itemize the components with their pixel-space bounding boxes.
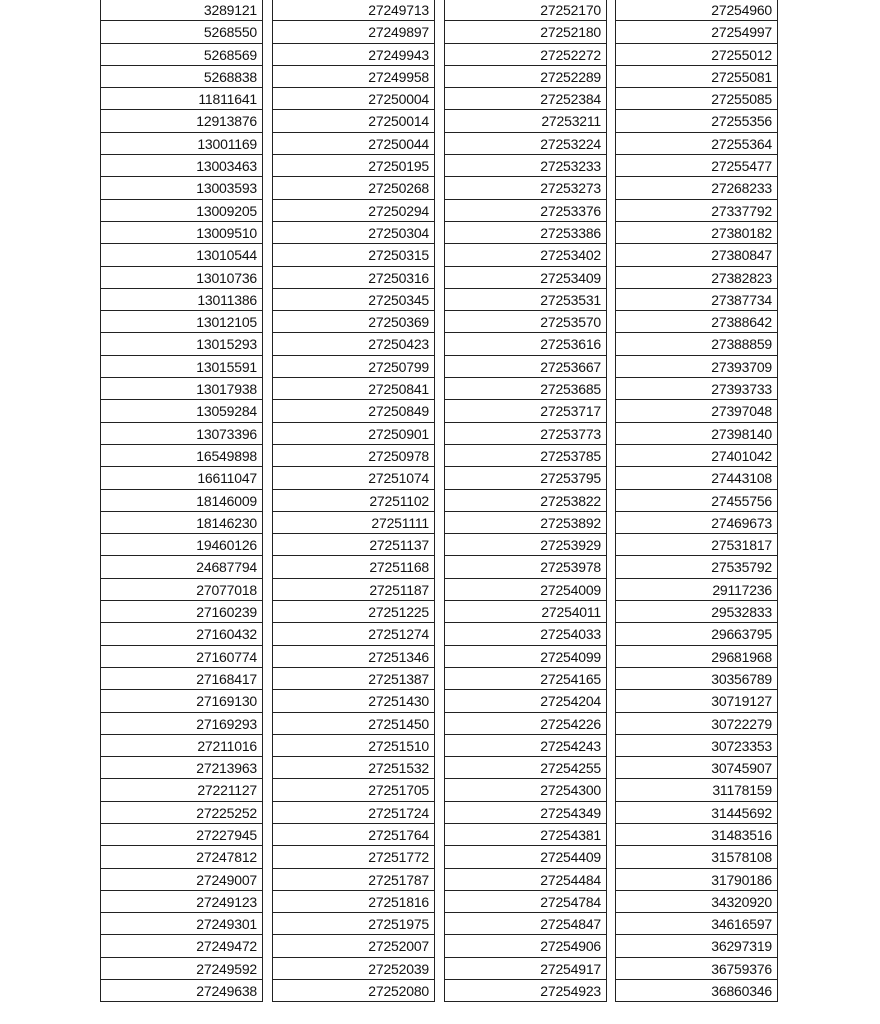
table-cell: 27253717 bbox=[444, 400, 607, 422]
table-cell: 27253273 bbox=[444, 177, 607, 199]
table-cell: 13073396 bbox=[100, 423, 263, 445]
table-cell: 13059284 bbox=[100, 400, 263, 422]
table-cell: 27253978 bbox=[444, 556, 607, 578]
table-cell: 27169130 bbox=[100, 690, 263, 712]
table-cell: 27253224 bbox=[444, 133, 607, 155]
table-cell: 13009205 bbox=[100, 200, 263, 222]
table-cell: 27213963 bbox=[100, 757, 263, 779]
table-cell: 27255477 bbox=[615, 155, 778, 177]
table-cell: 27250004 bbox=[272, 88, 435, 110]
table-cell: 27253773 bbox=[444, 423, 607, 445]
table-cell: 27251772 bbox=[272, 846, 435, 868]
table-cell: 27252180 bbox=[444, 21, 607, 43]
table-cell: 27253795 bbox=[444, 467, 607, 489]
table-cell: 27531817 bbox=[615, 534, 778, 556]
table-cell: 31445692 bbox=[615, 802, 778, 824]
table-cell: 27168417 bbox=[100, 668, 263, 690]
table-cell: 27253785 bbox=[444, 445, 607, 467]
table-cell: 27380182 bbox=[615, 222, 778, 244]
table-cell: 27253531 bbox=[444, 289, 607, 311]
table-cell: 27382823 bbox=[615, 267, 778, 289]
table-cell: 27268233 bbox=[615, 177, 778, 199]
table-cell: 27249958 bbox=[272, 66, 435, 88]
table-cell: 27251346 bbox=[272, 646, 435, 668]
table-cell: 27251816 bbox=[272, 891, 435, 913]
table-cell: 27252007 bbox=[272, 935, 435, 957]
table-cell: 27469673 bbox=[615, 512, 778, 534]
table-cell: 13012105 bbox=[100, 311, 263, 333]
table-cell: 27255364 bbox=[615, 133, 778, 155]
table-cell: 27253409 bbox=[444, 267, 607, 289]
table-cell: 27211016 bbox=[100, 735, 263, 757]
table-cell: 27250841 bbox=[272, 378, 435, 400]
table-cell: 18146230 bbox=[100, 512, 263, 534]
table-cell: 27250345 bbox=[272, 289, 435, 311]
table-cell: 13015293 bbox=[100, 333, 263, 355]
table-cell: 27252080 bbox=[272, 980, 435, 1002]
table-cell: 27249897 bbox=[272, 21, 435, 43]
table-cell: 30723353 bbox=[615, 735, 778, 757]
table-cell: 27077018 bbox=[100, 579, 263, 601]
table-cell: 36297319 bbox=[615, 935, 778, 957]
table-cell: 27249713 bbox=[272, 0, 435, 21]
table-cell: 27250304 bbox=[272, 222, 435, 244]
table-cell: 27253570 bbox=[444, 311, 607, 333]
table-cell: 13009510 bbox=[100, 222, 263, 244]
table-cell: 13010544 bbox=[100, 244, 263, 266]
table-cell: 13003593 bbox=[100, 177, 263, 199]
table-cell: 27380847 bbox=[615, 244, 778, 266]
table-cell: 27250315 bbox=[272, 244, 435, 266]
table-cell: 27249943 bbox=[272, 44, 435, 66]
table-cell: 27251168 bbox=[272, 556, 435, 578]
table-cell: 27254243 bbox=[444, 735, 607, 757]
table-cell: 27253211 bbox=[444, 110, 607, 132]
table-cell: 27251532 bbox=[272, 757, 435, 779]
table-cell: 27254784 bbox=[444, 891, 607, 913]
table-cell: 27254011 bbox=[444, 601, 607, 623]
table-cell: 36860346 bbox=[615, 980, 778, 1002]
table-cell: 27250423 bbox=[272, 333, 435, 355]
table-cell: 27249638 bbox=[100, 980, 263, 1002]
table-cell: 29663795 bbox=[615, 623, 778, 645]
table-cell: 27254300 bbox=[444, 779, 607, 801]
table-cell: 27253667 bbox=[444, 356, 607, 378]
table-cell: 27251450 bbox=[272, 713, 435, 735]
table-cell: 27250369 bbox=[272, 311, 435, 333]
table-cell: 27255356 bbox=[615, 110, 778, 132]
table-cell: 27249007 bbox=[100, 869, 263, 891]
table-cell: 27254484 bbox=[444, 869, 607, 891]
table-cell: 5268569 bbox=[100, 44, 263, 66]
table-cell: 27337792 bbox=[615, 200, 778, 222]
table-cell: 30722279 bbox=[615, 713, 778, 735]
table-cell: 27251102 bbox=[272, 490, 435, 512]
table-cell: 5268838 bbox=[100, 66, 263, 88]
table-cell: 31578108 bbox=[615, 846, 778, 868]
table-cell: 27254381 bbox=[444, 824, 607, 846]
table-cell: 27253616 bbox=[444, 333, 607, 355]
table-cell: 5268550 bbox=[100, 21, 263, 43]
table-cell: 27253233 bbox=[444, 155, 607, 177]
table-cell: 27169293 bbox=[100, 713, 263, 735]
table-cell: 29681968 bbox=[615, 646, 778, 668]
table-cell: 27254349 bbox=[444, 802, 607, 824]
table-cell: 27251225 bbox=[272, 601, 435, 623]
table-cell: 27253892 bbox=[444, 512, 607, 534]
table-cell: 27250268 bbox=[272, 177, 435, 199]
table-cell: 27251510 bbox=[272, 735, 435, 757]
table-cell: 27251274 bbox=[272, 623, 435, 645]
table-cell: 27227945 bbox=[100, 824, 263, 846]
table-cell: 27254997 bbox=[615, 21, 778, 43]
table-cell: 27388859 bbox=[615, 333, 778, 355]
table-cell: 27253929 bbox=[444, 534, 607, 556]
table-cell: 31790186 bbox=[615, 869, 778, 891]
table-column-2 bbox=[272, 0, 435, 1002]
table-cell: 27254204 bbox=[444, 690, 607, 712]
table-cell: 13003463 bbox=[100, 155, 263, 177]
table-cell: 30356789 bbox=[615, 668, 778, 690]
table-cell: 27253402 bbox=[444, 244, 607, 266]
table-cell: 27251137 bbox=[272, 534, 435, 556]
table-cell: 27252170 bbox=[444, 0, 607, 21]
table-cell: 27398140 bbox=[615, 423, 778, 445]
table-cell: 27255012 bbox=[615, 44, 778, 66]
table-cell: 27249592 bbox=[100, 958, 263, 980]
table-cell: 27253685 bbox=[444, 378, 607, 400]
table-cell: 27254009 bbox=[444, 579, 607, 601]
table-cell: 18146009 bbox=[100, 490, 263, 512]
table-cell: 29117236 bbox=[615, 579, 778, 601]
table-cell: 27252289 bbox=[444, 66, 607, 88]
table-cell: 27250014 bbox=[272, 110, 435, 132]
table-cell: 27252272 bbox=[444, 44, 607, 66]
table-cell: 27253386 bbox=[444, 222, 607, 244]
table-cell: 13017938 bbox=[100, 378, 263, 400]
table-cell: 27251705 bbox=[272, 779, 435, 801]
table-cell: 27443108 bbox=[615, 467, 778, 489]
table-cell: 27251724 bbox=[272, 802, 435, 824]
table-cell: 27250799 bbox=[272, 356, 435, 378]
table-cell: 27225252 bbox=[100, 802, 263, 824]
table-cell: 27254099 bbox=[444, 646, 607, 668]
table-cell: 27455756 bbox=[615, 490, 778, 512]
table-cell: 30745907 bbox=[615, 757, 778, 779]
table-cell: 27393733 bbox=[615, 378, 778, 400]
table-cell: 34320920 bbox=[615, 891, 778, 913]
table-cell: 27401042 bbox=[615, 445, 778, 467]
table-cell: 27397048 bbox=[615, 400, 778, 422]
table-cell: 27254255 bbox=[444, 757, 607, 779]
table-cell: 36759376 bbox=[615, 958, 778, 980]
table-cell: 13010736 bbox=[100, 267, 263, 289]
table-cell: 27254906 bbox=[444, 935, 607, 957]
table-cell: 27252039 bbox=[272, 958, 435, 980]
table-cell: 27393709 bbox=[615, 356, 778, 378]
table-cell: 13001169 bbox=[100, 133, 263, 155]
table-cell: 27254226 bbox=[444, 713, 607, 735]
table-cell: 19460126 bbox=[100, 534, 263, 556]
table-cell: 27251787 bbox=[272, 869, 435, 891]
table-cell: 27254960 bbox=[615, 0, 778, 21]
table-cell: 16611047 bbox=[100, 467, 263, 489]
table-cell: 27387734 bbox=[615, 289, 778, 311]
table-cell: 34616597 bbox=[615, 913, 778, 935]
table-cell: 27250195 bbox=[272, 155, 435, 177]
table-cell: 27160239 bbox=[100, 601, 263, 623]
table-cell: 27160432 bbox=[100, 623, 263, 645]
table-column-1 bbox=[100, 0, 263, 1002]
table-cell: 27250901 bbox=[272, 423, 435, 445]
table-cell: 27249123 bbox=[100, 891, 263, 913]
table-cell: 27251764 bbox=[272, 824, 435, 846]
table-cell: 27253376 bbox=[444, 200, 607, 222]
table-cell: 3289121 bbox=[100, 0, 263, 21]
table-cell: 27250849 bbox=[272, 400, 435, 422]
table-cell: 16549898 bbox=[100, 445, 263, 467]
table-cell: 27252384 bbox=[444, 88, 607, 110]
table-cell: 27250044 bbox=[272, 133, 435, 155]
table-cell: 27251975 bbox=[272, 913, 435, 935]
table-cell: 27250294 bbox=[272, 200, 435, 222]
table-cell: 27254923 bbox=[444, 980, 607, 1002]
table-cell: 27160774 bbox=[100, 646, 263, 668]
table-cell: 27254033 bbox=[444, 623, 607, 645]
table-cell: 27251074 bbox=[272, 467, 435, 489]
table-cell: 27251387 bbox=[272, 668, 435, 690]
table-cell: 27251111 bbox=[272, 512, 435, 534]
table-cell: 24687794 bbox=[100, 556, 263, 578]
table-cell: 27251430 bbox=[272, 690, 435, 712]
table-cell: 27250316 bbox=[272, 267, 435, 289]
table-cell: 29532833 bbox=[615, 601, 778, 623]
table-cell: 27249472 bbox=[100, 935, 263, 957]
table-cell: 27255085 bbox=[615, 88, 778, 110]
table-cell: 27255081 bbox=[615, 66, 778, 88]
table-cell: 27247812 bbox=[100, 846, 263, 868]
table-cell: 11811641 bbox=[100, 88, 263, 110]
table-cell: 27388642 bbox=[615, 311, 778, 333]
table-column-3 bbox=[444, 0, 607, 1002]
table-cell: 27254847 bbox=[444, 913, 607, 935]
table-cell: 27250978 bbox=[272, 445, 435, 467]
table-cell: 30719127 bbox=[615, 690, 778, 712]
table-cell: 13015591 bbox=[100, 356, 263, 378]
table-cell: 27535792 bbox=[615, 556, 778, 578]
table-cell: 27254917 bbox=[444, 958, 607, 980]
table-cell: 27221127 bbox=[100, 779, 263, 801]
table-cell: 27251187 bbox=[272, 579, 435, 601]
table-cell: 31483516 bbox=[615, 824, 778, 846]
table-cell: 27254409 bbox=[444, 846, 607, 868]
table-column-4 bbox=[615, 0, 778, 1002]
table-cell: 12913876 bbox=[100, 110, 263, 132]
table-cell: 27253822 bbox=[444, 490, 607, 512]
table-cell: 31178159 bbox=[615, 779, 778, 801]
table-cell: 13011386 bbox=[100, 289, 263, 311]
table-cell: 27254165 bbox=[444, 668, 607, 690]
table-cell: 27249301 bbox=[100, 913, 263, 935]
